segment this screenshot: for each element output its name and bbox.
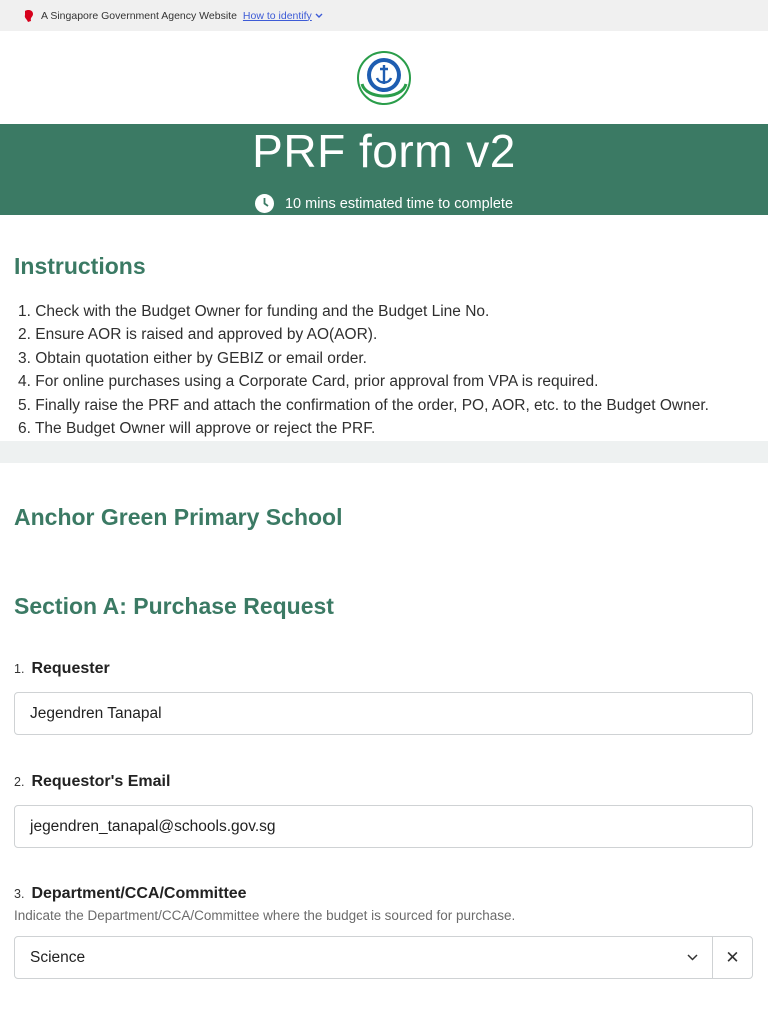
- instruction-item: 4. For online purchases using a Corporate Card, prior approval from VPA is required.: [18, 373, 599, 391]
- instruction-item: 5. Finally raise the PRF and attach the confirmation of the order, PO, AOR, etc. to the Budget Owner.: [18, 396, 709, 414]
- requester-input[interactable]: Jegendren Tanapal: [14, 692, 753, 735]
- chevron-down-icon: [315, 13, 323, 19]
- instructions-heading: Instructions: [14, 253, 146, 279]
- section-divider: [0, 441, 768, 463]
- clock-icon: [255, 194, 274, 213]
- close-icon: ✕: [725, 947, 740, 967]
- time-estimate: [0, 194, 768, 213]
- instruction-item: 1. Check with the Budget Owner for funding and the Budget Line No.: [18, 303, 490, 320]
- logo-area: [0, 31, 768, 124]
- question-number: 1.: [14, 662, 25, 676]
- how-to-identify-link[interactable]: [243, 10, 323, 22]
- department-select[interactable]: [14, 936, 753, 979]
- form-banner: [0, 124, 768, 215]
- question-label: [14, 885, 753, 903]
- department-select-value[interactable]: Science: [30, 948, 86, 966]
- form-title: PRF form v2: [252, 125, 516, 177]
- gov-masthead: [0, 0, 768, 31]
- question-title: Requester: [31, 660, 110, 677]
- question-number: 3.: [14, 887, 25, 901]
- instructions-section: [0, 215, 768, 441]
- email-input[interactable]: jegendren_tanapal@schools.gov.sg: [14, 805, 753, 848]
- instruction-item: 2. Ensure AOR is raised and approved by AO(AOR).: [18, 326, 378, 344]
- dropdown-toggle[interactable]: [672, 937, 712, 978]
- instruction-item: 3. Obtain quotation either by GEBIZ or email order.: [18, 349, 367, 367]
- clear-selection-button[interactable]: [712, 937, 752, 978]
- question-label: [14, 660, 753, 678]
- school-heading: Anchor Green Primary School: [14, 504, 343, 530]
- singapore-lion-icon: [22, 9, 36, 23]
- question-number: 2.: [14, 775, 25, 789]
- question-title: Department/CCA/Committee: [31, 885, 247, 902]
- question-requester: [14, 660, 753, 735]
- instructions-list: [14, 300, 754, 440]
- question-title: Requestor's Email: [31, 773, 171, 790]
- section-a-heading: Section A: Purchase Request: [14, 593, 334, 619]
- agency-text: A Singapore Government Agency Website: [41, 9, 237, 22]
- time-estimate-text: 10 mins estimated time to complete: [284, 195, 514, 212]
- school-logo: [354, 48, 414, 108]
- instruction-item: 6. The Budget Owner will approve or reject the PRF.: [18, 420, 376, 438]
- how-to-identify-label: How to identify: [242, 9, 312, 22]
- question-email: [14, 773, 753, 848]
- question-label: [14, 773, 753, 791]
- chevron-down-icon: [687, 954, 698, 961]
- question-description: Indicate the Department/CCA/Committee where the budget is sourced for purchase.: [14, 908, 516, 923]
- question-department: [14, 885, 753, 979]
